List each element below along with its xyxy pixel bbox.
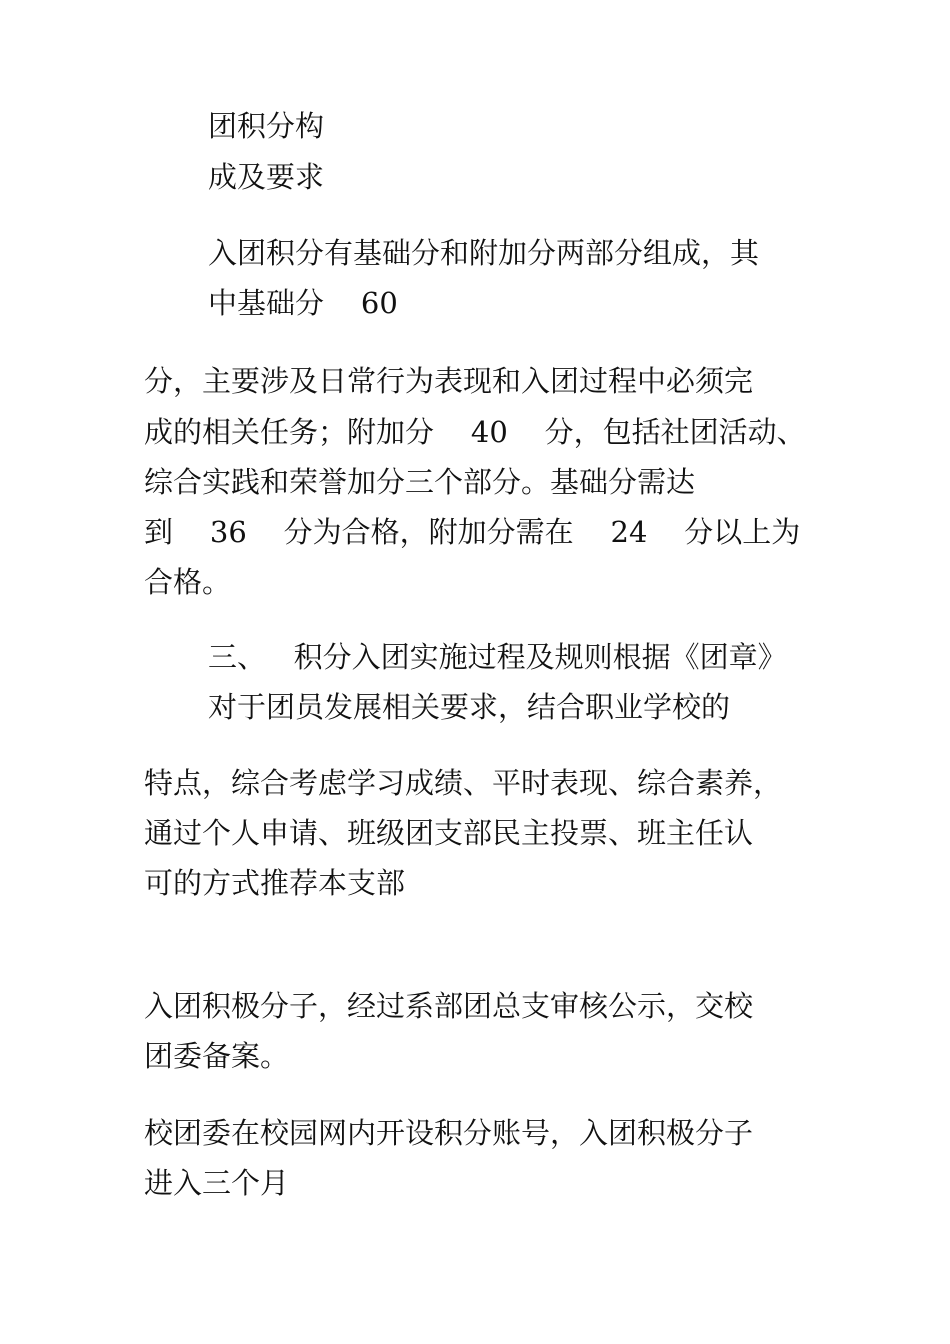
paragraph-3-line-1: 校团委在校园网内开设积分账号，入团积极分子: [144, 1116, 754, 1150]
section-3-line-5: 可的方式推荐本支部: [144, 866, 406, 900]
section-3-line-3: 特点，综合考虑学习成绩、平时表现、综合素养，: [144, 766, 783, 800]
paragraph-2-line-1: 入团积极分子，经过系部团总支审核公示，交校: [144, 989, 754, 1023]
paragraph-1-line-2: 中基础分 60: [208, 286, 398, 320]
heading-line-1: 团积分构: [208, 109, 325, 143]
paragraph-1-line-4: 成的相关任务；附加分 40 分，包括社团活动、: [144, 415, 806, 449]
paragraph-1-line-7: 合格。: [144, 565, 232, 599]
heading-line-2: 成及要求: [208, 160, 325, 194]
paragraph-1-line-6: 到 36 分为合格，附加分需在 24 分以上为: [144, 515, 801, 549]
paragraph-1-line-1: 入团积分有基础分和附加分两部分组成，其: [208, 236, 760, 270]
paragraph-1-line-3: 分，主要涉及日常行为表现和入团过程中必须完: [144, 364, 754, 398]
section-3-title-line: 三、 积分入团实施过程及规则根据《团章》: [208, 640, 787, 674]
paragraph-3-line-2: 进入三个月: [144, 1166, 290, 1200]
section-3-line-2: 对于团员发展相关要求，结合职业学校的: [208, 690, 731, 724]
paragraph-2-line-2: 团委备案。: [144, 1039, 290, 1073]
paragraph-1-line-5: 综合实践和荣誉加分三个部分。基础分需达: [144, 465, 696, 499]
section-3-line-4: 通过个人申请、班级团支部民主投票、班主任认: [144, 816, 754, 850]
